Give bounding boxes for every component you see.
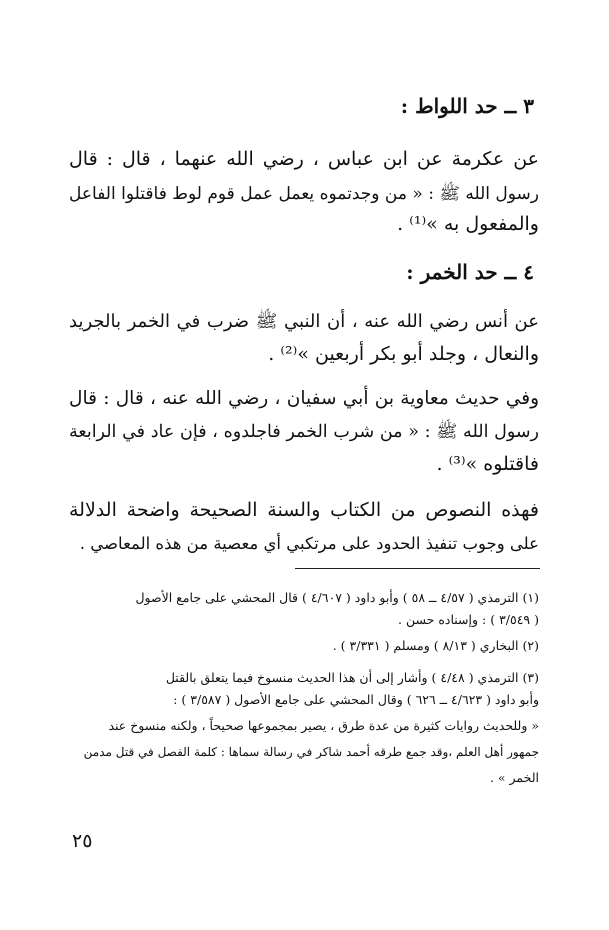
- footnote-1-line-1: (١) الترمذي ( ٤/٥٧ ــ ٥٨ ) وأبو داود ( ٤/٦٠٧ ) قال المحشي على جامع الأصول: [135, 590, 539, 605]
- section-3-heading: ٣ ــ حد اللواط :: [400, 94, 534, 118]
- section-4-p2-line-2: رسول الله ﷺ : « من شرب الخمر فاجلدوه ، فإن عاد في الرابعة: [69, 422, 539, 442]
- section-4-p1-line-2: والنعال ، وجلد أبو بكر أربعين »⁽²⁾ .: [268, 343, 539, 365]
- footnote-3-line-5: الخمر » .: [489, 770, 539, 785]
- footnote-2: (٢) البخاري ( ٨/١٣ ) ومسلم ( ٣/٣٣١ ) .: [332, 638, 539, 653]
- conclusion-line-2: على وجوب تنفيذ الحدود على مرتكبي أي معصية من هذه المعاصي .: [79, 534, 539, 553]
- footnote-3-line-1: (٣) الترمذي ( ٤/٤٨ ) وأشار إلى أن هذا الحديث منسوخ فيما يتعلق بالقتل: [165, 670, 539, 685]
- footnote-3-line-4: جمهور أهل العلم ،وقد جمع طرقه أحمد شاكر في رسالة سماها : كلمة الفصل في قتل مدمن: [83, 745, 539, 759]
- section-4-p1-line-1: عن أنس رضي الله عنه ، أن النبي ﷺ ضرب في الخمر بالجريد: [69, 311, 539, 332]
- section-4-p2-line-1: وفي حديث معاوية بن أبي سفيان ، رضي الله عنه ، قال : قال: [69, 388, 539, 409]
- section-3-line-3: والمفعول به »⁽¹⁾ .: [397, 213, 539, 235]
- footnote-3-line-2: وأبو داود ( ٤/٦٢٣ ــ ٦٢٦ ) وقال المحشي على جامع الأصول ( ٣/٥٨٧ ) :: [173, 692, 539, 707]
- section-3-line-2: رسول الله ﷺ : « من وجدتموه يعمل عمل قوم لوط فاقتلوا الفاعل: [69, 184, 539, 204]
- conclusion-line-1: فهذه النصوص من الكتاب والسنة الصحيحة واضحة الدلالة: [69, 499, 539, 521]
- footnote-separator: [295, 568, 540, 569]
- section-3-line-1: عن عكرمة عن ابن عباس ، رضي الله عنهما ، قال : قال: [69, 148, 539, 170]
- page-number: ٢٥: [72, 830, 93, 852]
- section-4-heading: ٤ ــ حد الخمر :: [406, 260, 534, 284]
- footnote-1-line-2: ( ٣/٥٤٩ ) : وإسناده حسن .: [398, 612, 539, 627]
- footnote-3-line-3: « وللحديث روايات كثيرة من عدة طرق ، يصير بمجموعها صحيحاً ، ولكنه منسوخ عند: [108, 718, 539, 733]
- section-4-p2-line-3: فاقتلوه »⁽³⁾ .: [436, 453, 539, 475]
